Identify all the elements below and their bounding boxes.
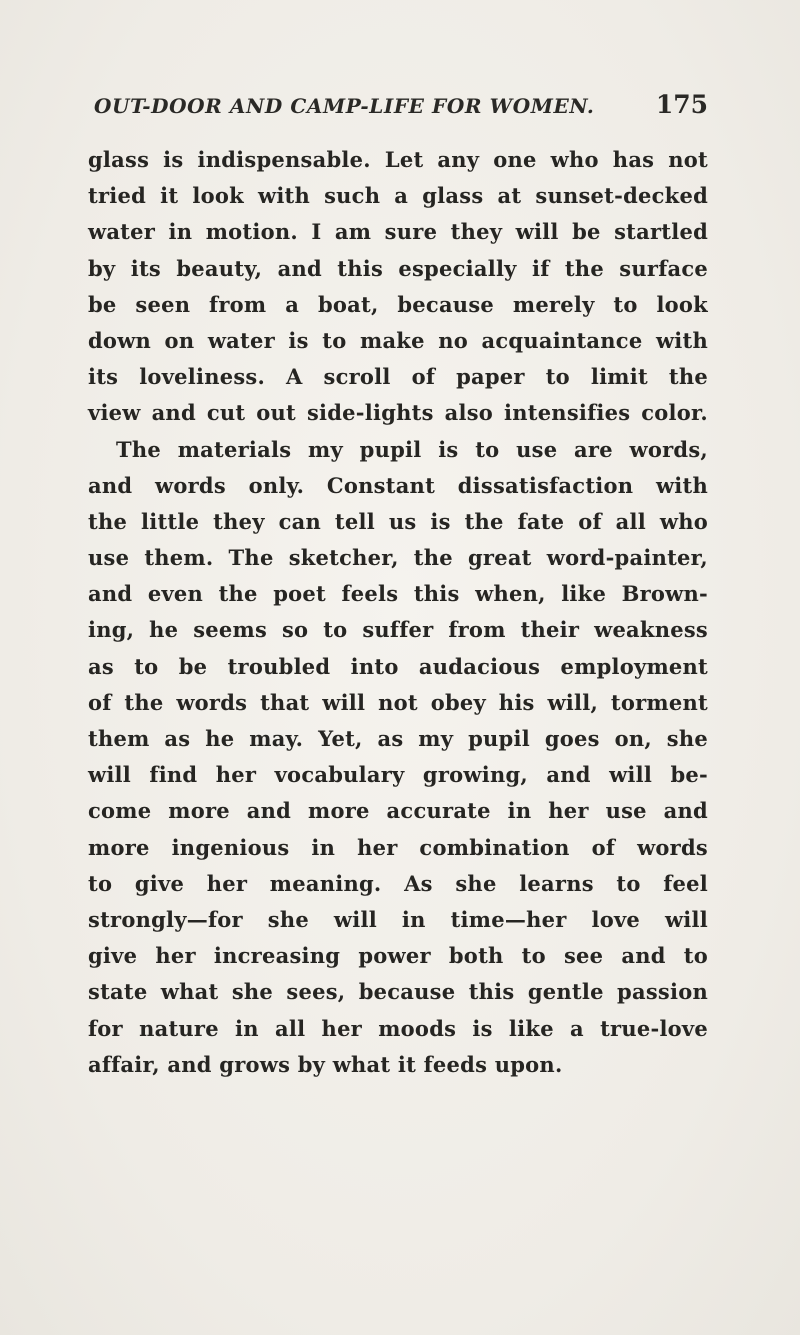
text-line: give her increasing power both to see and to bbox=[88, 943, 708, 969]
body-text bbox=[88, 142, 708, 1083]
text-line: water in motion. I am sure they will be startled bbox=[88, 219, 708, 245]
text-line: its loveliness. A scroll of paper to limit the bbox=[88, 364, 708, 390]
text-line: to give her meaning. As she learns to feel bbox=[88, 870, 708, 896]
page-number: 175 bbox=[655, 90, 708, 119]
text-line: by its beauty, and this especially if the surface bbox=[88, 255, 708, 281]
text-line: down on water is to make no acquaintance with bbox=[88, 327, 708, 353]
text-line: tried it look with such a glass at sunset-decked bbox=[88, 183, 708, 209]
running-head bbox=[88, 92, 708, 128]
text-line: and even the poet feels this when, like Brown- bbox=[88, 581, 708, 607]
text-line: state what she sees, because this gentle passion bbox=[88, 979, 708, 1005]
text-line: The materials my pupil is to use are words, bbox=[116, 436, 708, 462]
text-line: view and cut out side-lights also intensifies color. bbox=[88, 400, 708, 426]
text-line: for nature in all her moods is like a true-love bbox=[88, 1015, 708, 1041]
text-line: them as he may. Yet, as my pupil goes on, she bbox=[88, 726, 708, 751]
text-line: of the words that will not obey his will, torment bbox=[88, 689, 708, 715]
text-line: ing, he seems so to suffer from their weakness bbox=[88, 617, 708, 643]
text-line: glass is indispensable. Let any one who has not bbox=[88, 147, 708, 172]
text-line: be seen from a boat, because merely to look bbox=[88, 291, 708, 317]
text-line: and words only. Constant dissatisfaction with bbox=[88, 472, 708, 498]
text-line: will find her vocabulary growing, and will be- bbox=[88, 762, 708, 788]
text-line: as to be troubled into audacious employment bbox=[88, 653, 708, 679]
text-line: affair, and grows by what it feeds upon. bbox=[88, 1051, 563, 1077]
text-line: strongly—for she will in time—her love will bbox=[88, 906, 708, 932]
text-line: the little they can tell us is the fate of all who bbox=[88, 508, 708, 534]
text-line: more ingenious in her combination of words bbox=[88, 834, 708, 860]
text-line: use them. The sketcher, the great word-painter, bbox=[88, 545, 708, 571]
text-line: come more and more accurate in her use and bbox=[88, 798, 708, 824]
running-title: OUT-DOOR AND CAMP-LIFE FOR WOMEN. bbox=[94, 94, 595, 118]
